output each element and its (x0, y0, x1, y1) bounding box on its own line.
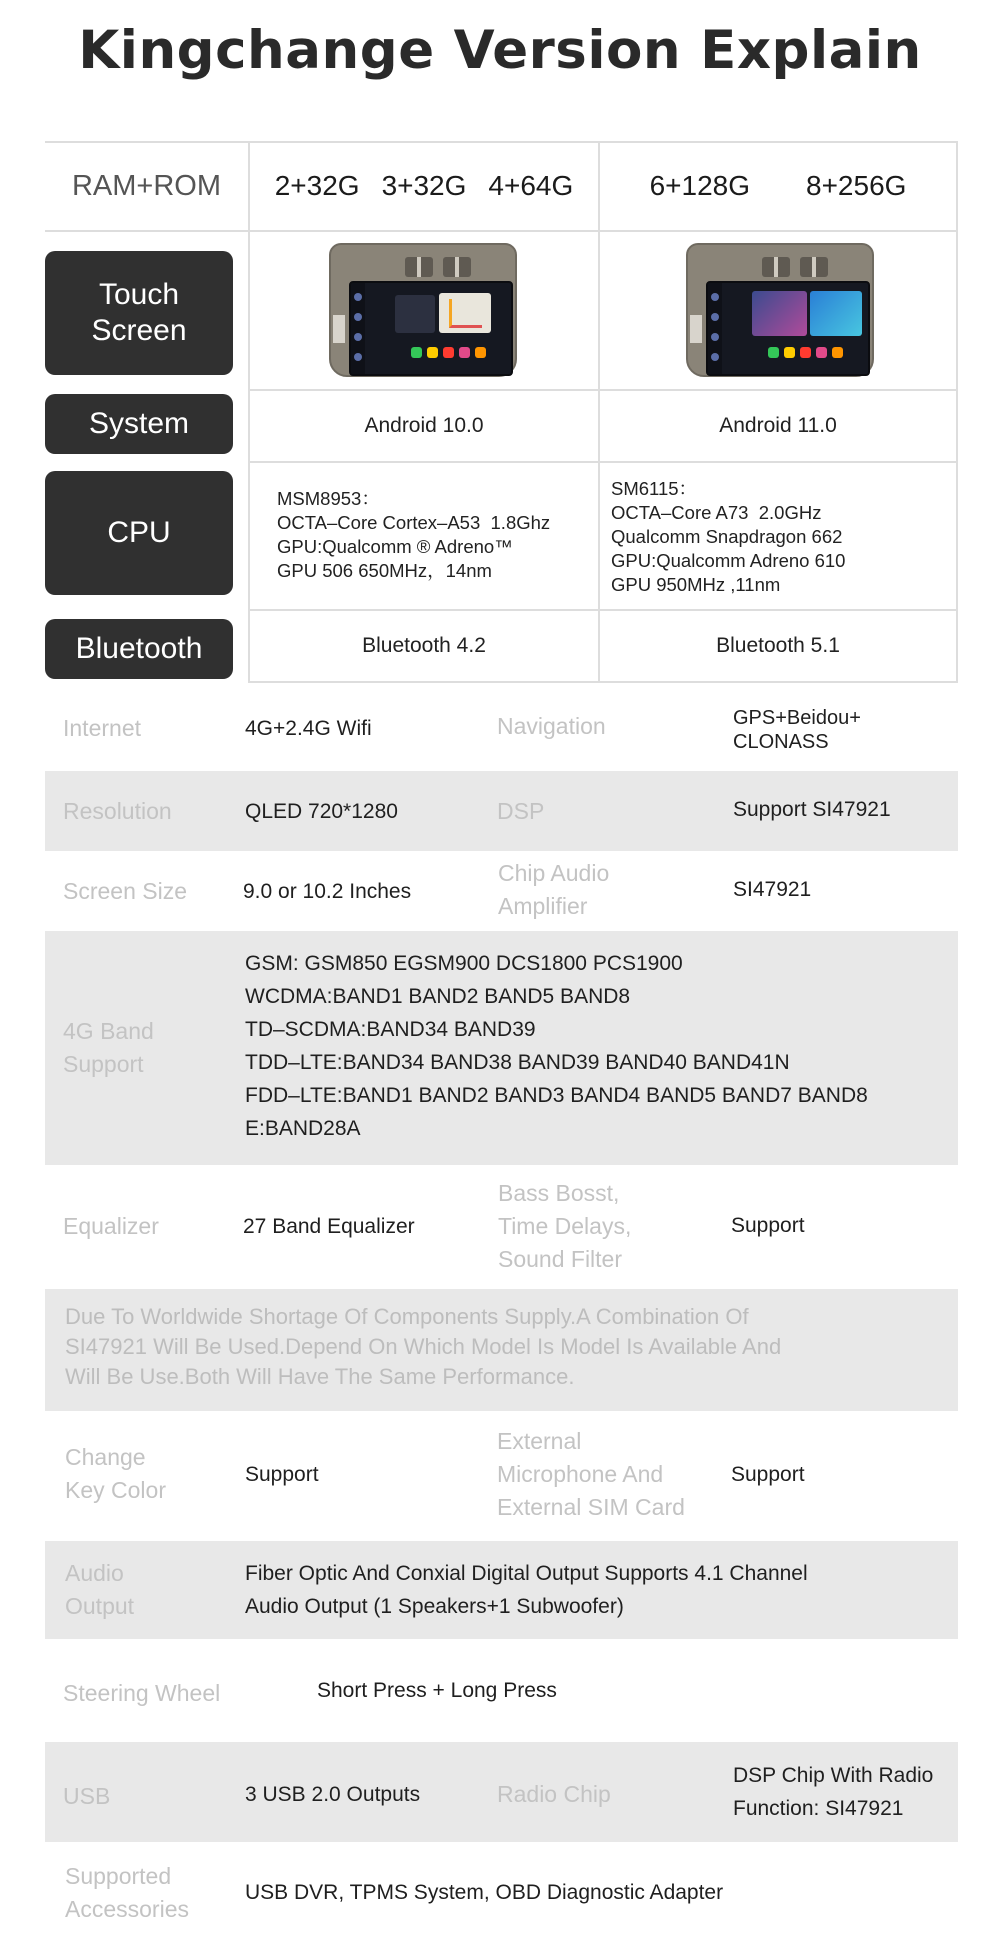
radio-chip-value-line: DSP Chip With Radio (733, 1764, 934, 1787)
equalizer-value: 27 Band Equalizer (243, 1215, 415, 1238)
radio-chip-value (733, 1759, 933, 1825)
band-values (245, 947, 868, 1145)
key-color-label-line: Key Color (65, 1477, 166, 1503)
screen-size-label: Screen Size (63, 878, 188, 904)
spec-table (45, 141, 958, 683)
row-resolution-dsp (45, 771, 958, 851)
bluetooth-label: Bluetooth (45, 619, 233, 679)
row-steering-wheel (45, 1639, 958, 1742)
audio-output-label (65, 1557, 134, 1623)
accessories-value: USB DVR, TPMS System, OBD Diagnostic Adapter (245, 1881, 724, 1904)
ram-option: 6+128G (649, 170, 750, 201)
band-line: WCDMA:BAND1 BAND2 BAND5 BAND8 (245, 985, 631, 1008)
chip-audio-label (498, 857, 609, 923)
radio-chip-label: Radio Chip (497, 1781, 611, 1807)
ram-option: 8+256G (806, 170, 907, 201)
chip-audio-label-line: Chip Audio (498, 860, 610, 886)
audio-output-value (245, 1557, 808, 1623)
row-key-color-external-mic (45, 1411, 958, 1541)
bass-value: Support (731, 1214, 805, 1237)
row-internet-navigation (45, 684, 958, 771)
resolution-label: Resolution (63, 798, 172, 824)
screen-size-value: 9.0 or 10.2 Inches (243, 880, 412, 903)
band-line: GSM: GSM850 EGSM900 DCS1800 PCS1900 (245, 952, 683, 975)
external-mic-label-line: Microphone And (497, 1461, 664, 1487)
band-line: E:BAND28A (245, 1117, 361, 1140)
audio-output-label-line: Output (65, 1593, 135, 1619)
ram-option: 2+32G (274, 170, 360, 201)
radio-chip-value-line: Function: SI47921 (733, 1797, 904, 1820)
usb-label: USB (63, 1783, 111, 1809)
navigation-value-line: GPS+Beidou+ (733, 707, 861, 729)
chip-audio-value: SI47921 (733, 878, 812, 901)
touch-screen-label-line: Touch (98, 278, 180, 311)
steering-wheel-value: Short Press + Long Press (317, 1679, 557, 1702)
band-label-line: 4G Band (63, 1018, 154, 1044)
key-color-value: Support (245, 1463, 319, 1486)
bass-label (498, 1177, 631, 1276)
chip-audio-label-line: Amplifier (498, 893, 588, 919)
ram-options-standard (250, 141, 598, 231)
accessories-label-line: Accessories (65, 1896, 189, 1922)
external-mic-label (497, 1425, 685, 1524)
supply-note-line: Due To Worldwide Shortage Of Components Supply.A Combination Of (65, 1304, 749, 1329)
band-line: TDD–LTE:BAND34 BAND38 BAND39 BAND40 BAND41N (245, 1051, 790, 1074)
external-mic-label-line: External (497, 1428, 582, 1454)
head-unit-image-android10 (323, 237, 523, 385)
accessories-label-line: Supported (65, 1863, 172, 1889)
bass-label-line: Bass Bosst, (498, 1180, 620, 1206)
bluetooth-value-left: Bluetooth 4.2 (362, 634, 486, 657)
audio-output-value-line: Audio Output (1 Speakers+1 Subwoofer) (245, 1595, 624, 1618)
table-divider (248, 461, 958, 463)
audio-output-value-line: Fiber Optic And Conxial Digital Output Supports 4.1 Channel (245, 1562, 808, 1585)
internet-value: 4G+2.4G Wifi (245, 717, 372, 740)
table-divider (248, 681, 958, 683)
cpu-label: CPU (45, 471, 233, 595)
key-color-label (65, 1441, 166, 1507)
dsp-label: DSP (497, 798, 545, 824)
internet-label: Internet (63, 715, 141, 741)
band-label-line: Support (63, 1051, 144, 1077)
usb-value: 3 USB 2.0 Outputs (245, 1783, 421, 1806)
ram-option: 4+64G (488, 170, 574, 201)
ram-options-premium (600, 141, 956, 231)
row-audio-output (45, 1541, 958, 1639)
ram-rom-label: RAM+ROM (71, 169, 222, 202)
system-value-left: Android 10.0 (364, 414, 484, 437)
bluetooth-value-right: Bluetooth 5.1 (716, 634, 840, 657)
bass-label-line: Sound Filter (498, 1246, 623, 1272)
system-label: System (45, 394, 233, 454)
navigation-value-line: CLONASS (733, 731, 829, 753)
row-4g-band (45, 931, 958, 1165)
row-screen-size-chip-audio (45, 851, 958, 931)
supply-note (65, 1302, 945, 1392)
band-line: TD–SCDMA:BAND34 BAND39 (245, 1018, 536, 1041)
supply-note-line: SI47921 Will Be Used.Depend On Which Model Is Model Is Available And (65, 1334, 782, 1359)
page-title: Kingchange Version Explain (78, 20, 922, 81)
equalizer-label: Equalizer (63, 1213, 159, 1239)
audio-output-label-line: Audio (65, 1560, 124, 1586)
steering-wheel-label: Steering Wheel (63, 1680, 221, 1706)
table-divider (956, 141, 958, 683)
touch-screen-label-line: Screen (91, 314, 187, 347)
navigation-value (733, 706, 861, 754)
row-usb-radio (45, 1742, 958, 1842)
external-mic-label-line: External SIM Card (497, 1494, 685, 1520)
cpu-value-right: SM6115： OCTA–Core A73 2.0GHz Qualcomm Snapdragon 662 GPU:Qualcomm Adreno 610 GPU 950MHz ,11nm (611, 478, 846, 595)
system-value-right: Android 11.0 (719, 414, 837, 437)
bass-label-line: Time Delays, (498, 1213, 632, 1239)
resolution-value: QLED 720*1280 (245, 800, 398, 823)
dsp-value: Support SI47921 (733, 798, 891, 821)
head-unit-image-android11 (680, 237, 880, 385)
band-label (63, 1015, 154, 1081)
row-supply-note (45, 1289, 958, 1411)
row-accessories (45, 1842, 958, 1938)
row-equalizer-bass (45, 1165, 958, 1289)
key-color-label-line: Change (65, 1444, 146, 1470)
band-line: FDD–LTE:BAND1 BAND2 BAND3 BAND4 BAND5 BAND7 BAND8 (245, 1084, 868, 1107)
ram-option: 3+32G (381, 170, 467, 201)
navigation-label: Navigation (497, 713, 606, 739)
touch-screen-label (45, 251, 233, 375)
supply-note-line: Will Be Use.Both Will Have The Same Performance. (65, 1364, 575, 1389)
external-mic-value: Support (731, 1463, 805, 1486)
cpu-value-left: MSM8953： OCTA–Core Cortex–A53 1.8Ghz GPU:Qualcomm ® Adreno™ GPU 506 650MHz，14nm (277, 488, 551, 581)
accessories-label (65, 1860, 189, 1926)
